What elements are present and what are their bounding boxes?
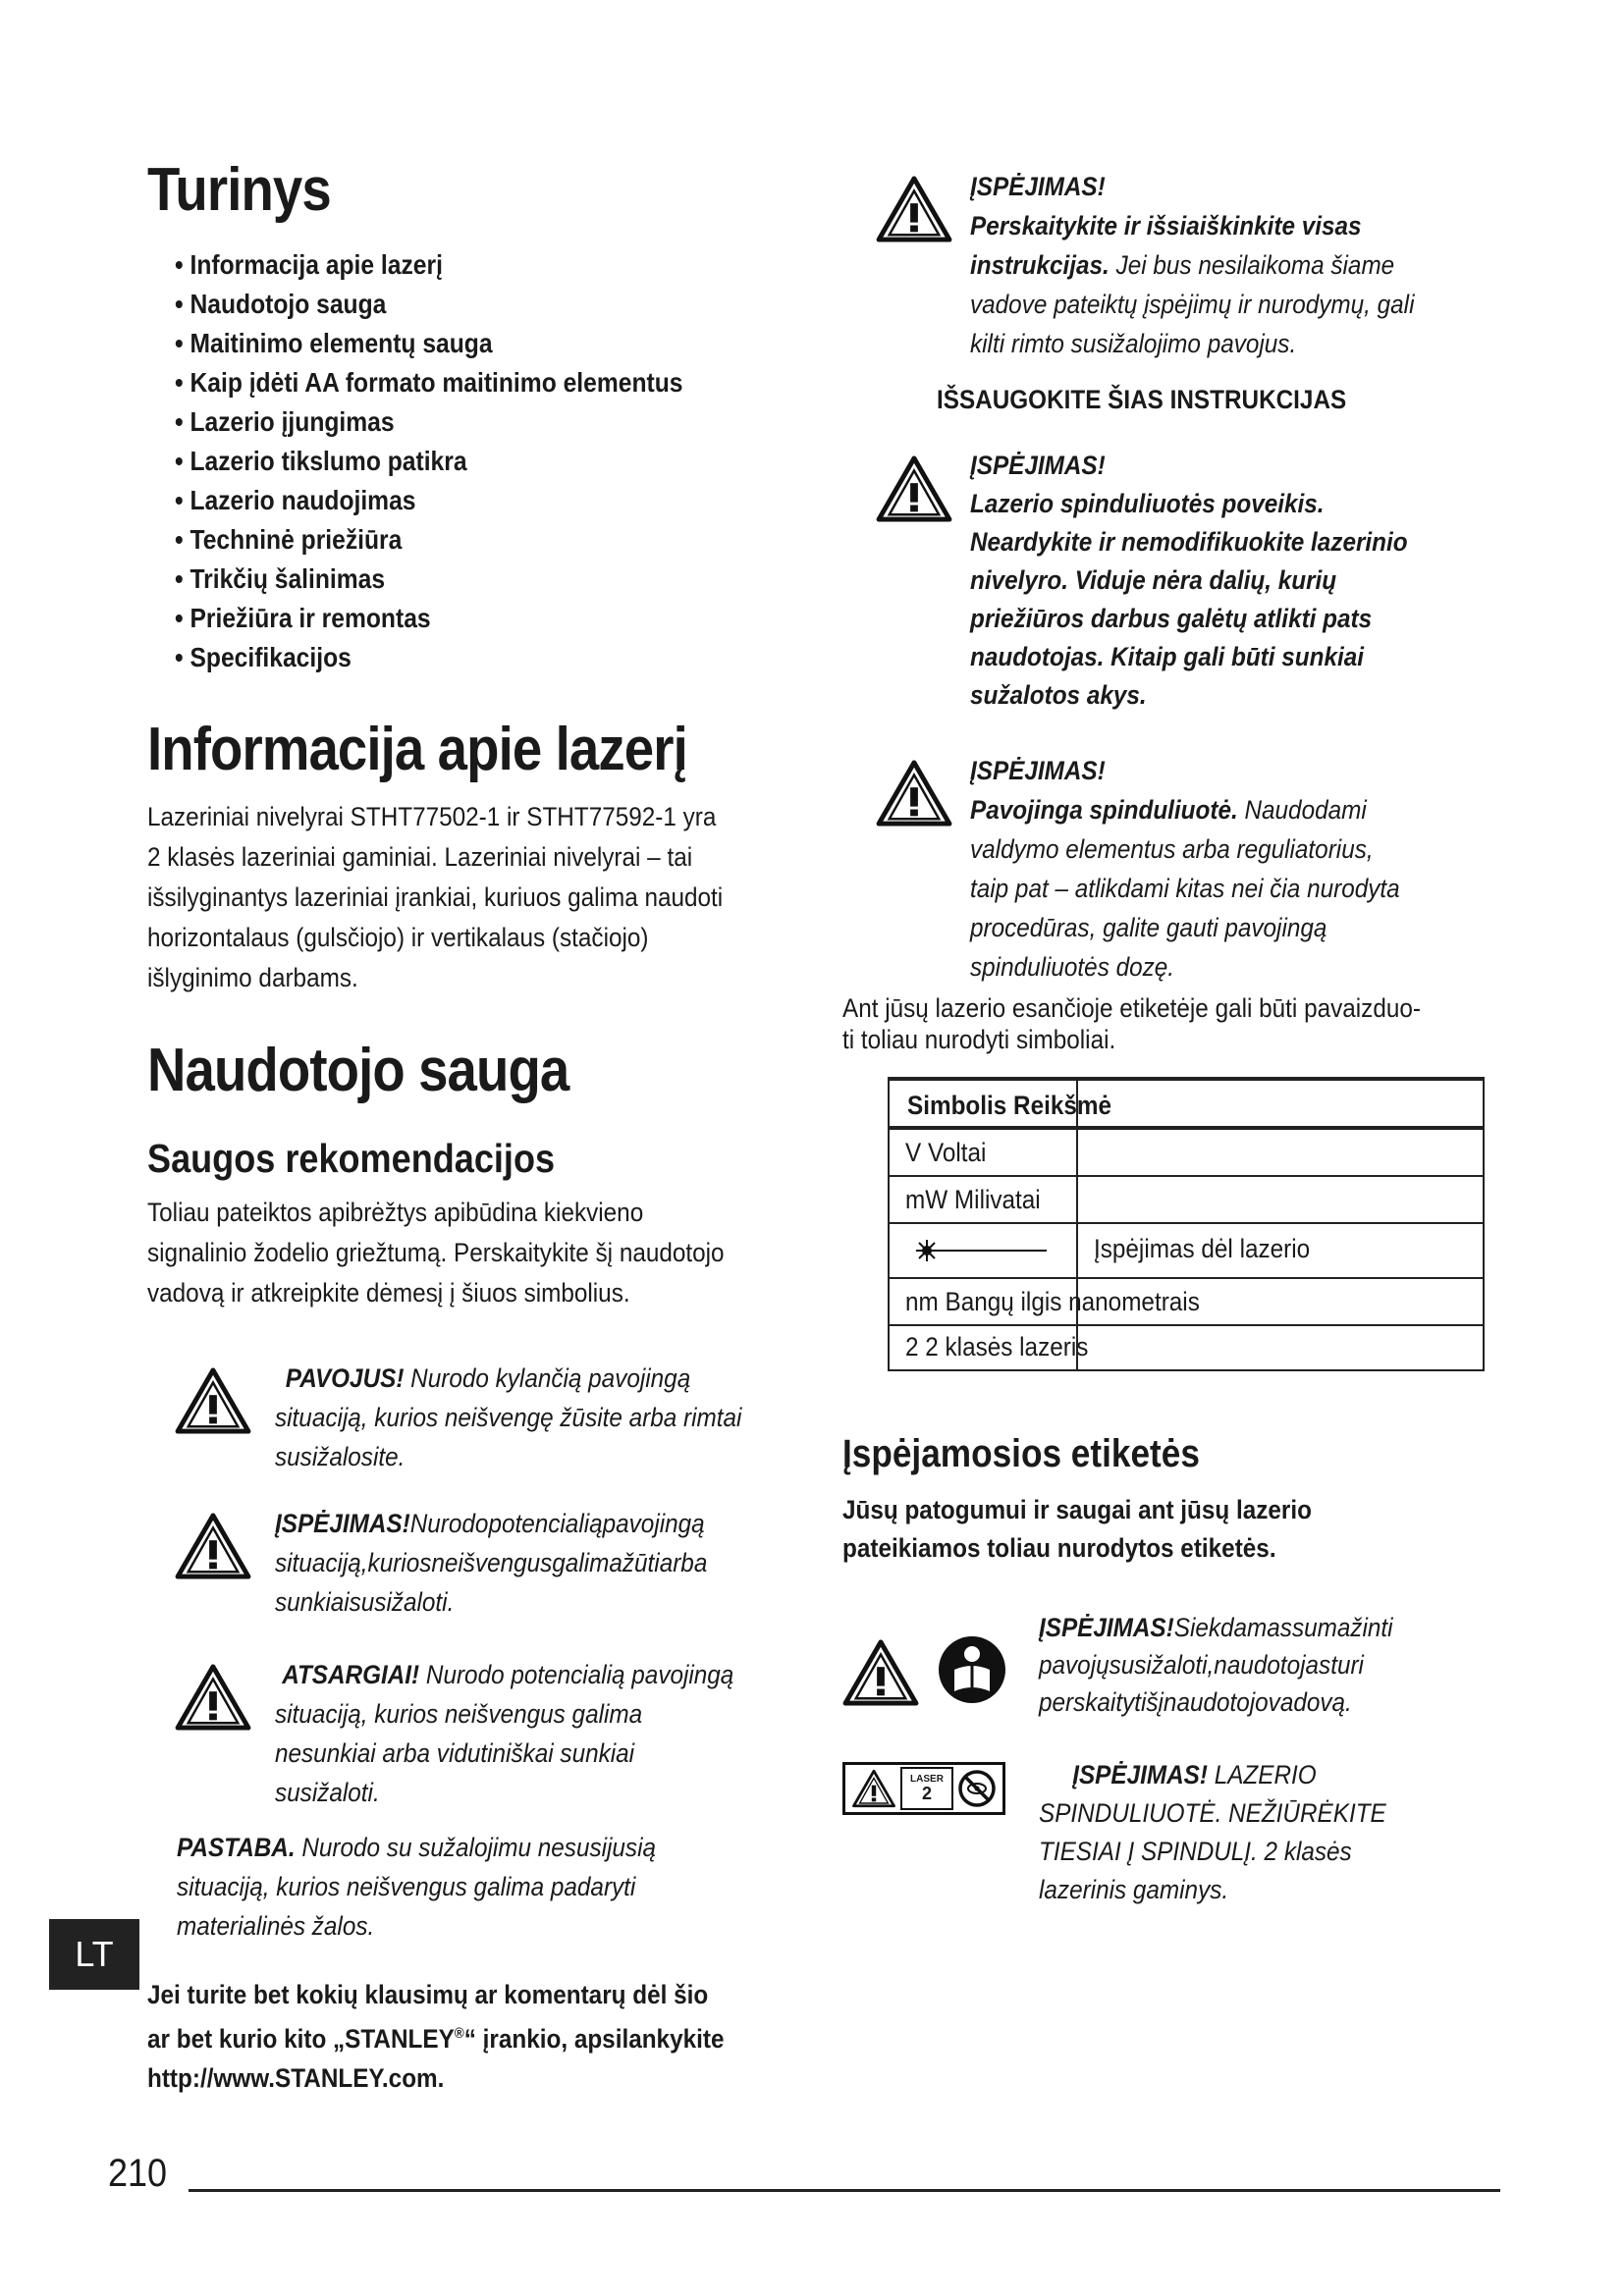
- laser-class-label: [842, 1756, 1490, 1923]
- text-line: procedūras, galite gauti pavojingą: [970, 913, 1327, 942]
- text-line: ti toliau nurodyti simboliai.: [842, 1025, 1116, 1054]
- text-line: Lazeriniai nivelyrai STHT77502-1 ir STHT77592-1 yra: [147, 802, 717, 832]
- symbol-table-wrapper: [842, 1077, 1490, 1393]
- text-line: vadovą ir atkreipkite dėmesį į šiuos simbolius.: [147, 1277, 630, 1308]
- table-row: [890, 1175, 1483, 1222]
- table-cell: Įspėjimas dėl lazerio: [1094, 1234, 1311, 1263]
- text-line: spinduliuotės dozę.: [970, 952, 1175, 982]
- laser-radiation-warning: [842, 447, 1490, 721]
- read-instructions-warning: [842, 167, 1490, 363]
- text-line: Jūsų patogumui ir saugai ant jūsų lazerio: [842, 1495, 1312, 1524]
- table-header-cell: Simbolis Reikšmė: [907, 1091, 1111, 1120]
- text-line: sužalotos akys.: [970, 680, 1147, 710]
- text-line: vadove pateiktų įspėjimų ir nurodymų, gali: [970, 290, 1415, 319]
- registered-mark: ®: [454, 2024, 464, 2042]
- text-line: pateikiamos toliau nurodytos etiketės.: [842, 1533, 1276, 1563]
- notice-definition: [147, 1828, 795, 1949]
- read-manual-label: [842, 1609, 1490, 1746]
- text-line: signalinio žodelio griežtumą. Perskaitykite šį naudotojo: [147, 1237, 725, 1267]
- laser-beam-icon: [913, 1238, 1051, 1263]
- table-cell: mW Milivatai: [905, 1185, 1041, 1214]
- laser-class-box: [900, 1767, 953, 1810]
- text-line: nivelyro. Viduje nėra dalių, kurių: [970, 565, 1337, 595]
- table-cell: V Voltai: [905, 1138, 987, 1167]
- toc-list: [175, 245, 795, 677]
- labels-title: Įspėjamosios etiketės: [842, 1432, 1200, 1475]
- read-manual-icon: [937, 1634, 1007, 1705]
- text-line: perskaitytišįnaudotojovadovą.: [1039, 1687, 1352, 1717]
- text-line: horizontalaus (gulsčiojo) ir vertikalaus (stačiojo): [147, 923, 649, 953]
- text-line: nesunkiai arba vidutiniškai sunkiai: [275, 1737, 635, 1768]
- caution-definition: [147, 1655, 795, 1816]
- danger-text: [275, 1359, 741, 1476]
- toc-item[interactable]: • Naudotojo sauga: [175, 289, 387, 320]
- warning-triangle-icon: [842, 1638, 919, 1707]
- no-stare-icon: [957, 1769, 997, 1808]
- save-instructions: IŠSAUGOKITE ŠIAS INSTRUKCIJAS: [937, 385, 1347, 414]
- caution-label: ATSARGIAI!: [282, 1659, 420, 1689]
- warning-triangle-icon: [876, 175, 952, 243]
- label-text: [1039, 1756, 1386, 1909]
- toc-item[interactable]: • Maitinimo elementų sauga: [175, 328, 493, 359]
- text-line: Nurodo su sužalojimu nesusijusią: [295, 1832, 656, 1862]
- warning-label: ĮSPĖJIMAS!: [970, 172, 1106, 201]
- hazardous-radiation-warning: [842, 751, 1490, 987]
- table-row: [890, 1128, 1483, 1175]
- text-segment: “ įrankio, apsilankykite: [463, 2023, 725, 2054]
- text-line: kilti rimto susižalojimo pavojus.: [970, 329, 1297, 358]
- warning-triangle-icon: [175, 1366, 251, 1435]
- text-line: priežiūros darbus galėtų atlikti pats: [970, 604, 1373, 633]
- text-line: Lazerio spinduliuotės poveikis.: [970, 489, 1325, 518]
- toc-item[interactable]: • Lazerio tikslumo patikra: [175, 446, 467, 477]
- user-safety-title: Naudotojo sauga: [147, 1037, 569, 1105]
- text-line: išlyginimo darbams.: [147, 963, 358, 993]
- text-line: situaciją, kurios neišvengę žūsite arba rimtai: [275, 1402, 742, 1432]
- text-line: taip pat – atlikdami kitas nei čia nurodyta: [970, 874, 1400, 903]
- text-line: materialinės žalos.: [177, 1910, 375, 1941]
- page-number: 210: [108, 2152, 168, 2195]
- contact-text: [147, 1975, 801, 2098]
- text-line: Ant jūsų lazerio esančioje etiketėje gali būti pavaizduo-: [842, 993, 1421, 1023]
- text-segment: Siekdamassumažinti: [1173, 1613, 1393, 1642]
- warning-triangle-icon: [876, 454, 952, 523]
- toc-item[interactable]: • Trikčių šalinimas: [175, 563, 386, 595]
- warning-triangle-icon: [175, 1663, 251, 1732]
- text-line: Neardykite ir nemodifikuokite lazerinio: [970, 527, 1408, 557]
- text-line: Nurodopotencialiąpavojingą: [409, 1508, 705, 1538]
- text-line: situaciją, kurios neišvengus galima padaryti: [177, 1871, 636, 1901]
- text-segment: Naudodami: [1237, 795, 1367, 825]
- table-row: [890, 1222, 1483, 1277]
- text-line: pavojųsusižaloti,naudotojasturi: [1039, 1650, 1364, 1680]
- safety-intro: [147, 1193, 801, 1313]
- warning-text: [970, 751, 1400, 987]
- text-line: Toliau pateiktos apibrėžtys apibūdina kiekvieno: [147, 1197, 644, 1227]
- text-segment: Jei bus nesilaikoma šiame: [1109, 250, 1395, 280]
- text-line: susižaloti.: [275, 1777, 380, 1807]
- table-cell: 2 2 klasės lazeris: [905, 1332, 1089, 1362]
- right-column: [842, 167, 1490, 1923]
- text-line: SPINDULIUOTĖ. NEŽIŪRĖKITE: [1039, 1798, 1386, 1828]
- warning-label: ĮSPĖJIMAS!: [970, 451, 1106, 480]
- text-line: lazerinis gaminys.: [1039, 1875, 1229, 1904]
- symbol-table: [888, 1077, 1485, 1371]
- text-segment: instrukcijas.: [970, 250, 1110, 280]
- text-segment: ar bet kurio kito „STANLEY: [147, 2023, 455, 2054]
- left-column: [147, 157, 795, 2098]
- text-line: susižalosite.: [275, 1441, 406, 1471]
- text-line: naudotojas. Kitaip gali būti sunkiai: [970, 642, 1364, 671]
- danger-definition: [147, 1359, 795, 1480]
- toc-item[interactable]: • Techninė priežiūra: [175, 524, 403, 556]
- laser-class-badge: [842, 1762, 1005, 1815]
- text-line: [147, 2014, 801, 2058]
- notice-label: PASTABA.: [177, 1832, 296, 1862]
- toc-item[interactable]: • Kaip įdėti AA formato maitinimo elementus: [175, 367, 683, 399]
- laser-info-title: Informacija apie lazerį: [147, 716, 687, 784]
- text-line: Perskaitykite ir išsiaiškinkite visas: [970, 211, 1362, 240]
- caution-text: [275, 1655, 733, 1812]
- toc-item[interactable]: • Specifikacijos: [175, 642, 352, 673]
- warning-label: ĮSPĖJIMAS!: [1039, 1613, 1174, 1642]
- text-line: Nurodo kylančią pavojingą: [404, 1362, 691, 1393]
- toc-item[interactable]: • Priežiūra ir remontas: [175, 603, 431, 634]
- text-line: išsilyginantys lazeriniai įrankiai, kuriuos galima naudoti: [147, 882, 724, 913]
- table-row: [890, 1277, 1483, 1324]
- warning-text: [970, 447, 1408, 715]
- text-line: Jei turite bet kokių klausimų ar komentarų dėl šio: [147, 1979, 709, 2009]
- text-line: Nurodo potencialią pavojingą: [419, 1659, 734, 1689]
- text-segment: LAZERIO: [1207, 1760, 1317, 1789]
- table-cell: nm Bangų ilgis nanometrais: [905, 1287, 1200, 1316]
- text-line: sunkiaisusižaloti.: [275, 1586, 455, 1617]
- notice-text: [177, 1828, 656, 1946]
- symbols-intro: [842, 992, 1496, 1055]
- footer-rule: [189, 2189, 1500, 2192]
- text-line: situaciją, kurios neišvengus galima: [275, 1698, 643, 1729]
- warning-triangle-icon: [876, 759, 952, 828]
- warning-text: [970, 167, 1414, 363]
- text-line: situaciją,kuriosneišvengusgalimažūtiarba: [275, 1547, 708, 1577]
- toc-title: Turinys: [147, 156, 331, 224]
- laser-caption: LASER: [910, 1774, 944, 1785]
- warning-label: ĮSPĖJIMAS!: [275, 1508, 410, 1538]
- language-tab: LT: [49, 1919, 139, 1990]
- safety-subtitle: Saugos rekomendacijos: [147, 1135, 556, 1181]
- text-line: valdymo elementus arba reguliatorius,: [970, 834, 1374, 864]
- labels-intro: [842, 1491, 1496, 1568]
- laser-class-number: 2: [921, 1784, 932, 1803]
- danger-label: PAVOJUS!: [285, 1362, 405, 1393]
- warning-text: [275, 1504, 707, 1622]
- toc-item[interactable]: • Lazerio įjungimas: [175, 406, 395, 438]
- table-row: [890, 1324, 1483, 1369]
- warning-triangle-icon: [175, 1512, 251, 1580]
- table-header: [890, 1079, 1483, 1128]
- stanley-link[interactable]: http://www.STANLEY.com.: [147, 2062, 445, 2093]
- text-line: 2 klasės lazeriniai gaminiai. Lazeriniai nivelyrai – tai: [147, 842, 693, 873]
- warning-definition: [147, 1504, 795, 1626]
- warning-triangle-icon: [851, 1769, 896, 1808]
- warning-label: ĮSPĖJIMAS!: [970, 756, 1106, 785]
- text-line: TIESIAI Į SPINDULĮ. 2 klasės: [1039, 1837, 1352, 1866]
- toc-item[interactable]: • Informacija apie lazerį: [175, 249, 443, 281]
- label-text: [1039, 1609, 1393, 1721]
- toc-item[interactable]: • Lazerio naudojimas: [175, 485, 416, 516]
- laser-info-text: [147, 797, 801, 998]
- warning-label: ĮSPĖJIMAS!: [1072, 1760, 1208, 1789]
- text-segment: Pavojinga spinduliuotė.: [970, 795, 1238, 825]
